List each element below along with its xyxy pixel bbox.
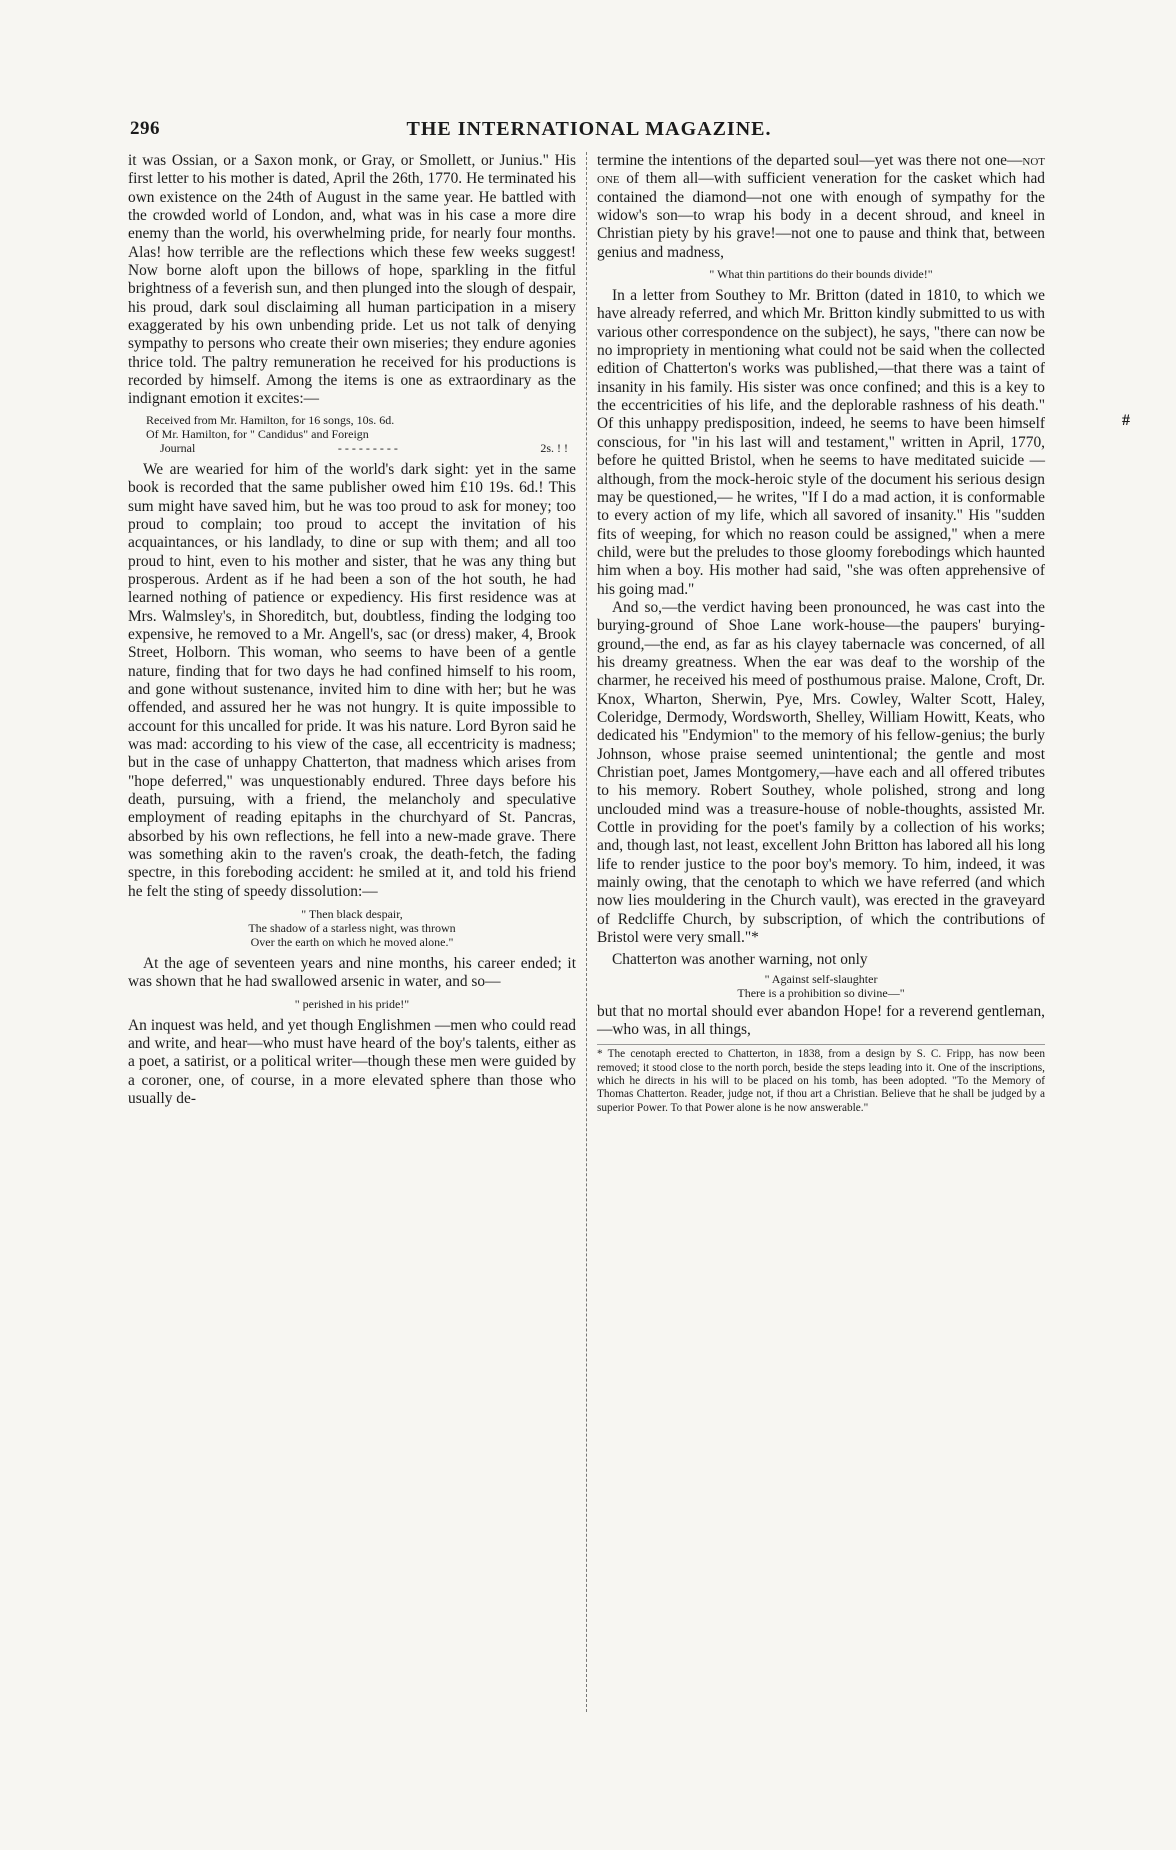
right-paragraph-2: In a letter from Southey to Mr. Britton (dated in 1810, to which we have already referred, and which Mr. Britton kindly submitted to us with various other correspondence on the subject), he says, "there can now be no impropriety in mentioning what could not be said when the collected edition of Chatterton's works was published,—that there was a taint of insanity in his family. His sister was once confined; and this is a key to the eccentricities of his life, and the deplorable rashness of his death." Of this unhappy predisposition, indeed, he seems to have been himself conscious, for "in his last will and testament," written in April, 1770, before he quitted Bristol, when he seems to have meditated suicide —although, from the mock-heroic style of the document his serious design may be questioned,— he writes, "If I do a mad action, it is conformable to every action of my life, which all savored of insanity." His "sudden fits of weeping, for which no reason could be assigned," when a mere child, were but the preludes to those gloomy forebodings which haunted him when a boy. His mother had said, "she was often apprehensive of his going mad.": [597, 287, 1045, 598]
right-paragraph-1-emphasis: not one: [597, 152, 1045, 188]
verse-self-slaughter: [597, 972, 1045, 1000]
verse-self-slaughter-line-1: " Against self-slaughter: [764, 971, 878, 986]
column-divider: [586, 152, 587, 1712]
verse-despair-line-1: " Then black despair,: [301, 907, 403, 922]
receipt-line-3-dots: - - - - - - - - -: [337, 440, 398, 455]
left-paragraph-1: it was Ossian, or a Saxon monk, or Gray, or Smollett, or Junius." His first letter to his mother is dated, April the 26th, 1770. He terminated his own existence on the 24th of August in the same year. He battled with the crowded world of London, and, what was in his case a more dire enemy than the world, his overwhelming pride, for nearly four months. Alas! how terrible are the reflections which these few weeks suggest! Now borne aloft upon the billows of hope, sparkling in the fitful brightness of a feverish sun, and then plunged into the slough of despair, his proud, dark soul disclaiming all human participation in a misery exaggerated by his own unbending pride. Let us not talk of denying sympathy to persons who create their own miseries; they endure agonies thrice told. The paltry remuneration he received for his productions is recorded by himself. Among the items is one as extraordinary as the indignant emotion it excites:—: [128, 152, 576, 408]
receipt-line-1: Received from Mr. Hamilton, for 16 songs, 10s. 6d.: [146, 412, 395, 427]
right-paragraph-1-start: termine the intentions of the departed soul—yet was there not one—: [597, 152, 1023, 169]
receipt-list: [128, 413, 576, 455]
quote-perished: " perished in his pride!": [294, 996, 410, 1011]
page-number: 296: [130, 118, 160, 139]
right-paragraph-1-end: of them all—with sufficient veneration for the casket which had contained the diamond—not one with enough of sympathy for the widow's son—to wrap his body in a decent shroud, and kneel in Christian piety by his grave!—not one to pause and think that, between genius and madness,: [597, 170, 1045, 261]
right-paragraph-1: [597, 152, 1045, 262]
receipt-line-2: Of Mr. Hamilton, for " Candidus" and Foreign: [146, 426, 369, 441]
verse-self-slaughter-line-2: There is a prohibition so divine—": [737, 985, 905, 1000]
receipt-line-3-label: Journal: [160, 440, 196, 455]
right-paragraph-4: Chatterton was another warning, not only: [612, 951, 868, 969]
quote-partitions: " What thin partitions do their bounds divide!": [709, 267, 933, 282]
page-header: [130, 118, 1048, 144]
verse-despair-line-3: Over the earth on which he moved alone.": [250, 935, 454, 950]
left-paragraph-4: An inquest was held, and yet though Englishmen —men who could read and write, and hear—who must have heard of the boy's talents, either as a poet, a satirist, or a political writer—though these men were guided by a coroner, one, of course, in a more elevated sphere than those who usually de-: [128, 1016, 576, 1108]
receipt-line-3-amount: 2s. ! !: [540, 440, 568, 455]
footnote: * The cenotaph erected to Chatterton, in 1838, from a design by S. C. Fripp, has now been removed; it stood close to the north porch, beside the steps leading into it. One of the inscriptions, which he directs in his will to be placed on his tomb, has been adopted. "To the Memory of Thomas Chatterton. Reader, judge not, if thou art a Christian. Believe that he shall be judged by a superior Power. To that Power alone is he now answerable.": [597, 1044, 1045, 1114]
right-paragraph-3: And so,—the verdict having been pronounced, he was cast into the burying-ground of Shoe Lane work-house—the paupers' burying-ground,—the end, as far as his clayey tabernacle was concerned, of all his dreamy greatness. When the ear was deaf to the worship of the charmer, he received his meed of posthumous praise. Malone, Croft, Dr. Knox, Wharton, Sherwin, Pye, Mrs. Cowley, Walter Scott, Haley, Coleridge, Dermody, Wordsworth, Shelley, William Howitt, Keats, who dedicated his "Endymion" to the memory of his fellow-genius; the burly Johnson, whose praise seemed unintentional; the gentle and most Christian poet, James Montgomery,—have each and all offered tributes to his memory. Robert Southey, whole polished, strong and long unclouded mind was a treasure-house of noble-thoughts, assisted Mr. Cottle in providing for the poet's family by a collection of his works; and, though last, not least, excellent John Britton has labored all his long life to render justice to the poor boy's memory. To him, indeed, it was mainly owing, that the cenotaph to which we have referred (and which now lies mouldering in the Church vault), was erected in the graveyard of Redcliffe Church, by subscription, of which the contributions of Bristol were very small."*: [597, 598, 1045, 947]
left-paragraph-2: We are wearied for him of the world's dark sight: yet in the same book is recorded that the same publisher owed him £10 19s. 6d.! This sum might have saved him, but he was too proud to ask for money; too proud to complain; too proud to accept the invitation of his acquaintances, or his landlady, to dine or sup with them; and all too proud to hint, even to his mother and sister, that he was any thing but prosperous. Ardent as if he had been a son of the hot south, he had learned nothing of patience or expediency. His first residence was at Mrs. Walmsley's, in Shoreditch, but, doubtless, finding the lodging too expensive, he removed to a Mr. Angell's, sac (or dress) maker, 4, Brook Street, Holborn. This woman, who seems to have been of a gentle nature, finding that for two days he had confined himself to his room, and gone without sustenance, invited him to dine with her; but he was offended, and assured her he was not hungry. It is quite impossible to account for this uncalled for pride. It was his nature. Lord Byron said he was mad: according to his view of the case, all eccentricity is madness; but in the case of unhappy Chatterton, that madness which arises from "hope deferred," was unquestionably endured. Three days before his death, pursuing, with a friend, the melancholy and speculative employment of reading epitaphs in the churchyard of St. Pancras, absorbed by his own reflections, he fell into a new-made grave. There was something akin to the raven's croak, the death-fetch, the fading spectre, in this foreboding accident: he smiled at it, and told his friend he felt the sting of speedy dissolution:—: [128, 460, 576, 900]
verse-despair: [128, 907, 576, 949]
right-column: [597, 152, 1045, 1115]
margin-mark: #: [1122, 412, 1130, 429]
running-title: THE INTERNATIONAL MAGAZINE.: [406, 118, 772, 140]
left-paragraph-3: At the age of seventeen years and nine months, his career ended; it was shown that he had swallowed arsenic in water, and so—: [128, 955, 576, 991]
verse-despair-line-2: The shadow of a starless night, was thrown: [248, 921, 456, 936]
receipt-line-3: [146, 441, 576, 455]
right-paragraph-5: but that no mortal should ever abandon Hope! for a reverend gentleman,—who was, in all things,: [597, 1002, 1045, 1039]
left-column: [128, 152, 576, 1108]
